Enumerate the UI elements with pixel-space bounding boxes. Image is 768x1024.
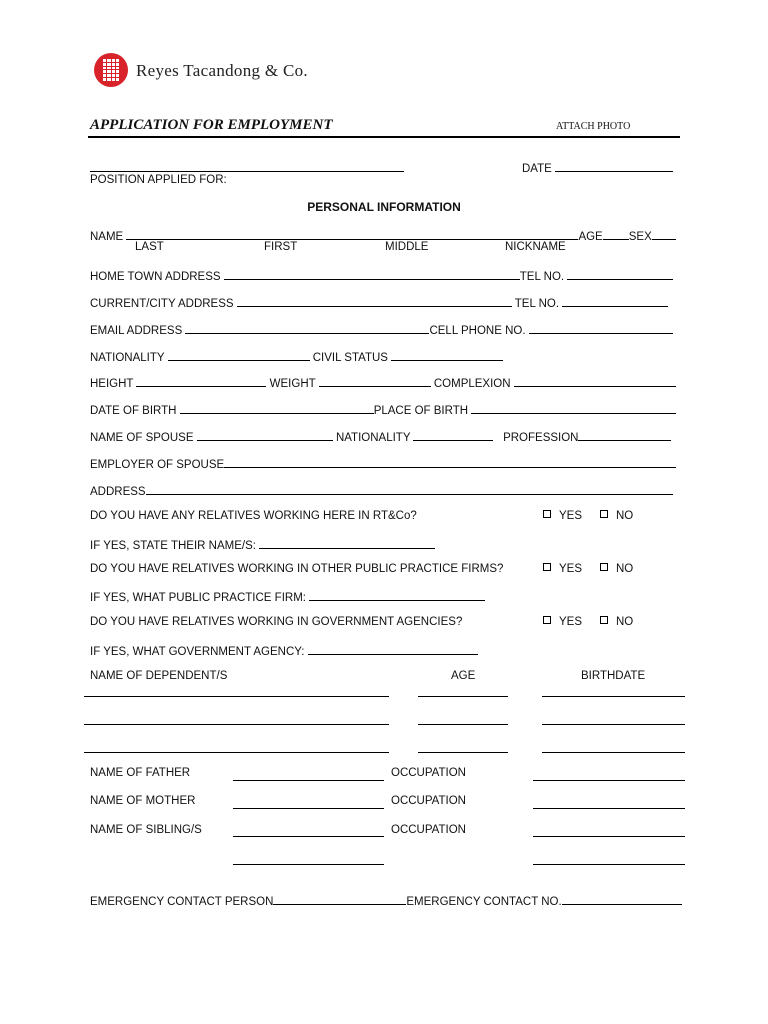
checkbox-icon[interactable] bbox=[543, 563, 551, 571]
current-address-field[interactable]: CURRENT/CITY ADDRESS TEL NO. bbox=[90, 295, 668, 310]
question-rtco: DO YOU HAVE ANY RELATIVES WORKING HERE IN RT&Co? bbox=[90, 510, 417, 522]
checkbox-icon[interactable] bbox=[543, 510, 551, 518]
followup-government[interactable]: IF YES, WHAT GOVERNMENT AGENCY: bbox=[90, 643, 478, 658]
no-checkbox-rtco[interactable]: NO bbox=[600, 510, 633, 522]
mother-occupation-line[interactable] bbox=[533, 808, 685, 809]
form-title: APPLICATION FOR EMPLOYMENT bbox=[90, 117, 333, 133]
dependent-age-line[interactable] bbox=[418, 724, 508, 725]
sibling-line[interactable] bbox=[233, 864, 384, 865]
sibling-occupation-label: OCCUPATION bbox=[391, 824, 466, 836]
siblings-label: NAME OF SIBLING/S bbox=[90, 824, 202, 836]
yes-checkbox-public-firms[interactable]: YES bbox=[543, 563, 582, 575]
sub-label-middle: MIDDLE bbox=[385, 241, 429, 253]
nationality-field[interactable]: NATIONALITY CIVIL STATUS bbox=[90, 349, 503, 364]
spouse-field[interactable]: NAME OF SPOUSE NATIONALITY PROFESSION bbox=[90, 429, 671, 444]
checkbox-icon[interactable] bbox=[600, 510, 608, 518]
father-label: NAME OF FATHER bbox=[90, 767, 191, 779]
father-line[interactable] bbox=[233, 780, 384, 781]
dependent-birthdate-line[interactable] bbox=[542, 696, 685, 697]
dependent-name-line[interactable] bbox=[84, 696, 389, 697]
mother-label: NAME OF MOTHER bbox=[90, 795, 196, 807]
dependent-age-line[interactable] bbox=[418, 696, 508, 697]
dependent-name-line[interactable] bbox=[84, 724, 389, 725]
attach-photo-label: ATTACH PHOTO bbox=[556, 121, 631, 132]
sibling-occupation-line[interactable] bbox=[533, 864, 685, 865]
checkbox-icon[interactable] bbox=[543, 616, 551, 624]
yes-checkbox-rtco[interactable]: YES bbox=[543, 510, 582, 522]
dependents-label: NAME OF DEPENDENT/S bbox=[90, 670, 228, 682]
home-town-field[interactable]: HOME TOWN ADDRESS TEL NO. bbox=[90, 268, 673, 283]
title-rule bbox=[88, 136, 680, 138]
sub-label-first: FIRST bbox=[264, 241, 298, 253]
dependent-birthdate-line[interactable] bbox=[542, 752, 685, 753]
position-label: POSITION APPLIED FOR: bbox=[90, 174, 227, 186]
date-field[interactable]: DATE bbox=[522, 160, 673, 175]
company-logo-icon bbox=[94, 53, 128, 87]
birth-field[interactable]: DATE OF BIRTH PLACE OF BIRTH bbox=[90, 402, 676, 417]
yes-checkbox-government[interactable]: YES bbox=[543, 616, 582, 628]
sub-label-nickname: NICKNAME bbox=[505, 241, 566, 253]
company-name: Reyes Tacandong & Co. bbox=[136, 61, 308, 80]
section-title: PERSONAL INFORMATION bbox=[307, 200, 461, 214]
sub-label-last: LAST bbox=[135, 241, 164, 253]
dependents-age-label: AGE bbox=[451, 670, 476, 682]
position-line[interactable] bbox=[90, 171, 404, 172]
question-government: DO YOU HAVE RELATIVES WORKING IN GOVERNMENT AGENCIES? bbox=[90, 616, 463, 628]
dependent-age-line[interactable] bbox=[418, 752, 508, 753]
father-occupation-label: OCCUPATION bbox=[391, 767, 466, 779]
mother-line[interactable] bbox=[233, 808, 384, 809]
employer-spouse-field[interactable]: EMPLOYER OF SPOUSE bbox=[90, 456, 676, 471]
address-field[interactable]: ADDRESS bbox=[90, 483, 673, 498]
question-public-firms: DO YOU HAVE RELATIVES WORKING IN OTHER PUBLIC PRACTICE FIRMS? bbox=[90, 563, 504, 575]
followup-rtco[interactable]: IF YES, STATE THEIR NAME/S: bbox=[90, 537, 435, 552]
checkbox-icon[interactable] bbox=[600, 616, 608, 624]
emergency-field[interactable]: EMERGENCY CONTACT PERSON EMERGENCY CONTACT NO. bbox=[90, 893, 682, 908]
dependent-name-line[interactable] bbox=[84, 752, 389, 753]
checkbox-icon[interactable] bbox=[600, 563, 608, 571]
height-field[interactable]: HEIGHT WEIGHT COMPLEXION bbox=[90, 375, 676, 390]
no-checkbox-public-firms[interactable]: NO bbox=[600, 563, 633, 575]
sibling-occupation-line[interactable] bbox=[533, 836, 685, 837]
dependents-birthdate-label: BIRTHDATE bbox=[581, 670, 646, 682]
mother-occupation-label: OCCUPATION bbox=[391, 795, 466, 807]
dependent-birthdate-line[interactable] bbox=[542, 724, 685, 725]
followup-public-firms[interactable]: IF YES, WHAT PUBLIC PRACTICE FIRM: bbox=[90, 589, 485, 604]
father-occupation-line[interactable] bbox=[533, 780, 685, 781]
no-checkbox-government[interactable]: NO bbox=[600, 616, 633, 628]
email-field[interactable]: EMAIL ADDRESS CELL PHONE NO. bbox=[90, 322, 673, 337]
sibling-line[interactable] bbox=[233, 836, 384, 837]
name-field[interactable]: NAME AGE SEX bbox=[90, 228, 676, 243]
